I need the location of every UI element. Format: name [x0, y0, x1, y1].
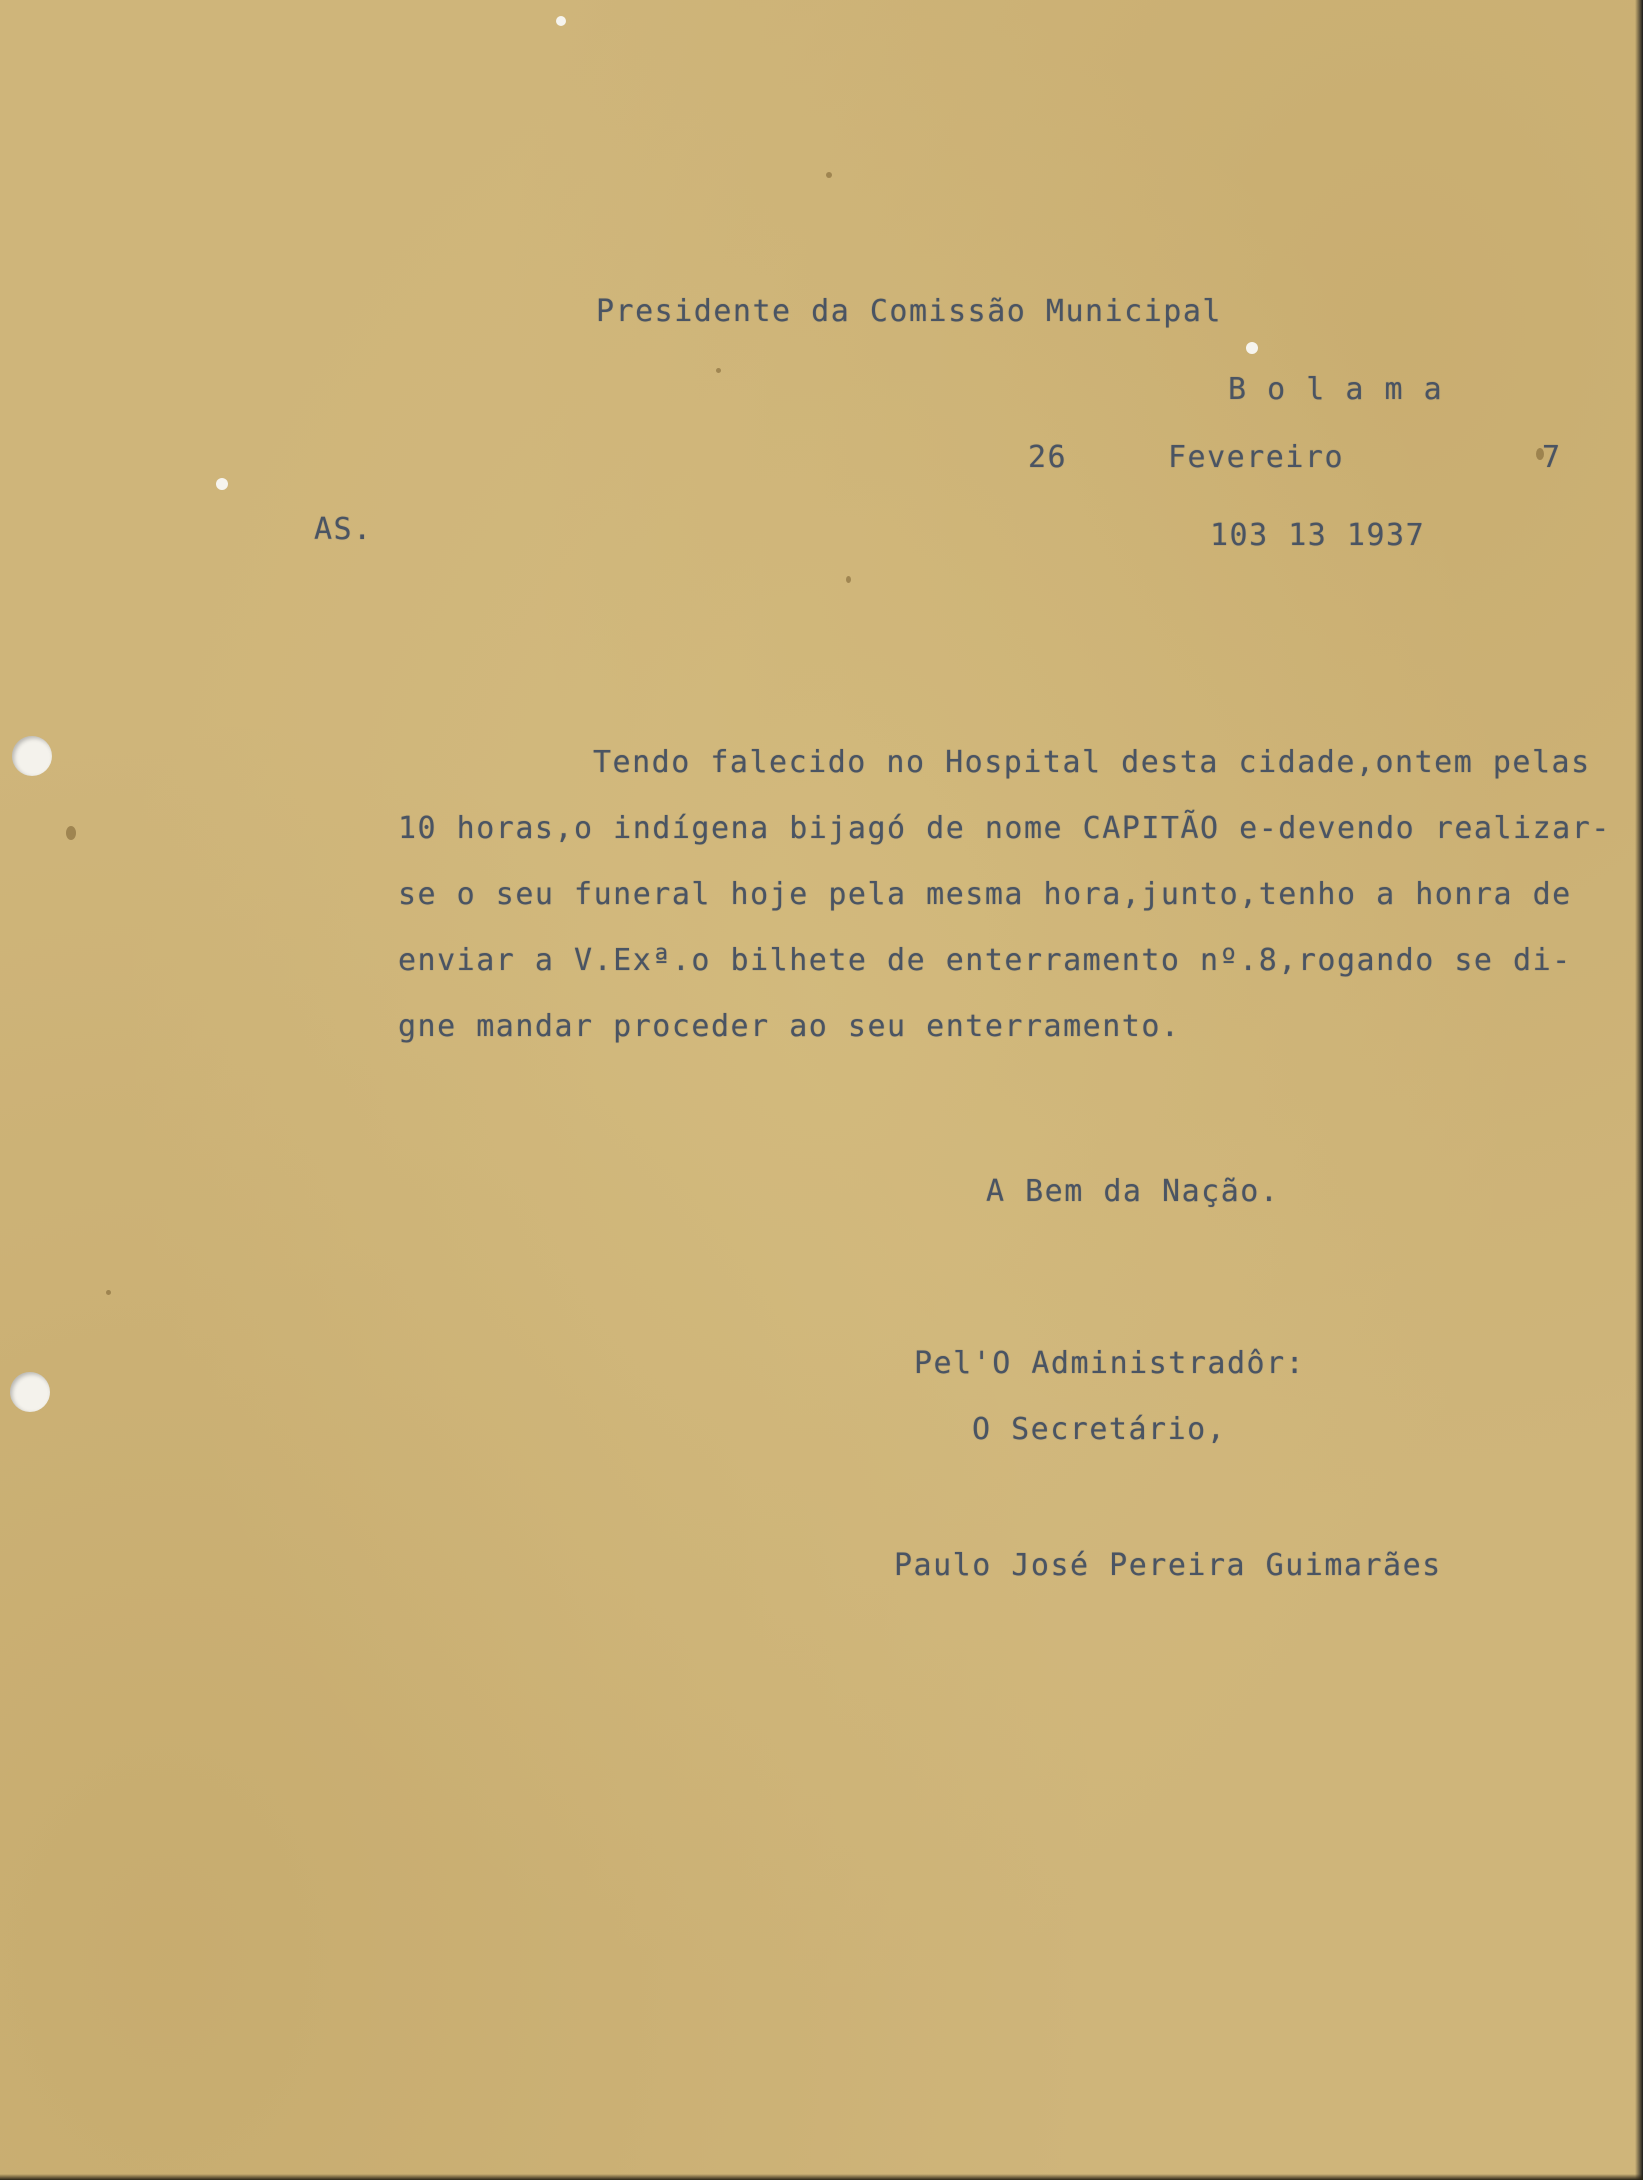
date-day: 26: [1028, 440, 1068, 475]
addressee-line: Presidente da Comissão Municipal: [596, 294, 1222, 329]
paper-speck: [1246, 342, 1258, 354]
paper-speck: [826, 172, 832, 178]
punch-hole-bottom: [10, 1372, 50, 1412]
paper-speck: [556, 16, 566, 26]
date-month: Fevereiro: [1168, 440, 1345, 475]
punch-hole-top: [12, 736, 52, 776]
closing-salutation: A Bem da Nação.: [986, 1174, 1280, 1209]
paper-speck: [846, 576, 851, 583]
body-line: se o seu funeral hoje pela mesma hora,junto,tenho a honra de: [398, 877, 1572, 912]
paper-speck: [66, 826, 76, 840]
page-right-edge: [1635, 0, 1643, 2180]
reference-left: AS.: [314, 512, 373, 547]
paper-speck: [106, 1290, 111, 1295]
city-line: B o l a m a: [1228, 372, 1444, 407]
on-behalf-line: Pel'O Administradôr:: [914, 1346, 1306, 1381]
page-bottom-edge: [0, 2174, 1643, 2180]
body-line: gne mandar proceder ao seu enterramento.: [398, 1009, 1181, 1044]
signatory-name: Paulo José Pereira Guimarães: [894, 1548, 1442, 1583]
body-line: Tendo falecido no Hospital desta cidade,ontem pelas: [593, 745, 1591, 780]
letter-body: [398, 730, 1611, 1060]
body-line: enviar a V.Exª.o bilhete de enterramento nº.8,rogando se di-: [398, 943, 1572, 978]
paper-speck: [716, 368, 721, 373]
body-line: 10 horas,o indígena bijagó de nome CAPITÃO e-devendo realizar-: [398, 811, 1611, 846]
date-year-suffix: 7: [1542, 440, 1562, 475]
signer-role: O Secretário,: [972, 1412, 1227, 1447]
reference-number: 103 13 1937: [1210, 518, 1426, 553]
paper-speck: [216, 478, 228, 490]
